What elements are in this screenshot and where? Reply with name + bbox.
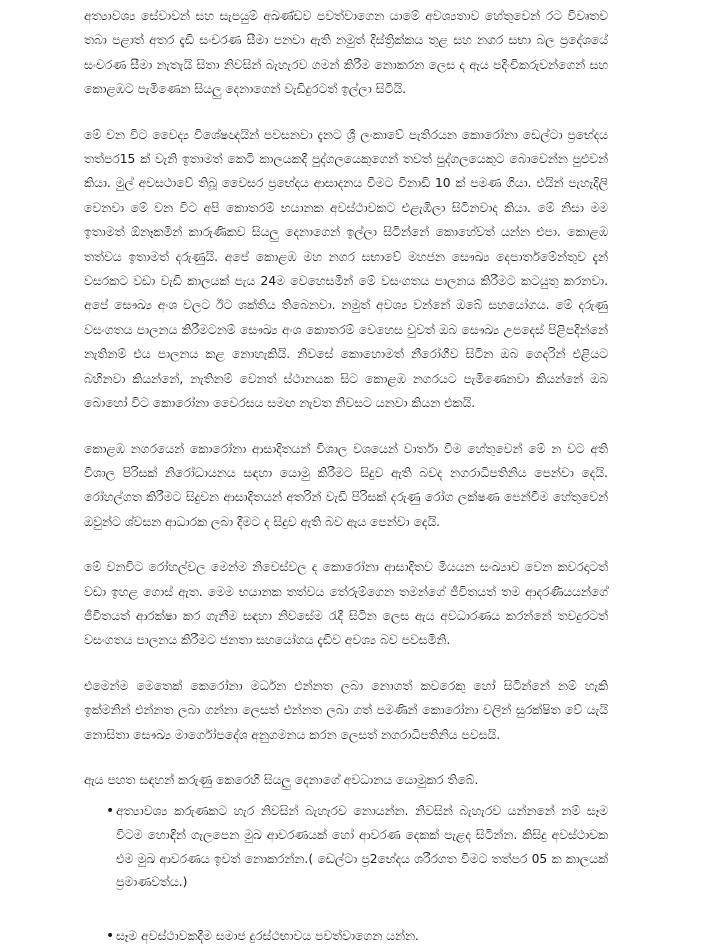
advice-list xyxy=(84,800,608,948)
paragraph: මේ වනවිට රෝහල්වල මෙන්ම නිවෙස්වල ද කොරෝනා ආසාදිතව මියයන සංඛ්‍යාව වෙන කවරදාටත් වඩා ඉහළ ගොස් ඇත. මෙම භයානක තත්වය තේරුම්ගෙන තමන්ගේ ජීවිතයත් තම ආදරණීයයන්ගේ ජීවිතයත් ආරක්ෂා කර ගැනීම සඳහා නිවසේම රැදී සිටින ලෙස ඇය අවධාරණය කරන්නේ තවදුරටත් වසංගතය පාලනය කිරීමට ජනතා සහයෝගය දැඩිව අවශ්‍ය බව පවසමිනි. xyxy=(84,560,608,648)
paragraph: මේ වන විට වෛද්‍ය විශේෂඥයින් පවසනවා දැනට ශ්‍රී ලංකාවේ පැතිරයන කොරෝනා ඩෙල්ටා ප්‍රභේදය තත්පර15 ක් වැනි ඉතාමත් කෙටි කාලයකදී පුද්ගලයෙකුගෙන් තවත් පුද්ගලයෙකුට බොවෙන්න පුළුවන් කියා. මුල් අවසථාවේ තිබූ වෛසර ප්‍රභේදය ආසාදනය වීමට විනාඩි 10 ක් පමණ ගියා. එයින් පැහැදිලි වෙනවා මේ වන විට අපි කොතරම් භයානක අවස්ථාවකට එළැඹිලා සිටිනවාද කියා. මේ නිසා මම ඉතාමත් ඕනෑකමින් කාරුණිකව සියලු දෙනාගෙන් ඉල්ලා සිටින්නේ කොහේවත් යන්න එපා. කොළඹ තත්වය ඉතාමත් දරුණුයි. අපේ කොළඹ මහ නගර සභාවේ මහජන සෞඛ්‍ය දෙපාර්තමේන්තුව දැන් වසරකට වඩා වැඩි කාලයක් පැය 24ම වෙහෙසමින් මේ වසංගතය පාලනය කිරීමට කටයුතු කරනවා. අපේ සෞඛ්‍ය අංශ වලට ඊට ශක්තිය තිබෙනවා. නමුත් අවශ්‍ය වන්නේ ඔබේ සහයෝගය. මේ දරුණු වසංගතය පාලනය කිරීමටනම් සෞඛ්‍ය අංශ කොතරම් වෙහෙස වුවත් ඔබ සෞඛ්‍ය උපදෙස් පිළිපදින්නේ නැතිනම් එය පාලනය කළ නොහැකියි. නිවසේ කොහොමත් නීරෝගීව සිටින ඔබ ගෙදරින් එළියට බහිනවා කියන්නේ, නැතිනම් වෙනත් ස්ථානයක සිට කොළඹ නගරයට පැමිණෙනවා කියන්නේ ඔබ බොහෝ විට කොරෝනා වෛරසය සමඟ නැවත නිවසට යනවා කියන එකයි. xyxy=(84,127,608,411)
paragraph: කොළඹ නගරයෙන් කොරෝනා ආසාදිතයන් විශාල වශයෙන් වාර්තා වීම හේතුවෙන් මේ න වට අති විශාල පිරිසක් නිරෝධායනය සඳහා යොමු කිරීමට සිදුව ඇති බවද නගරාධිපතිනිය පෙන්වා දෙයි. රෝහල්ගත කිරීමට සිදුවන ආසාදිතයන් අතරින් වැඩි පිරිසක් දරුණු රෝග ලක්ෂණ පෙන්වීම හේතුවෙන් ඔවුන්ට ශ්වසන ආධාරක ලබා දීමට ද සිදුව ඇති බව ඇය පෙන්වා දෙයි. xyxy=(84,441,608,529)
paragraph: අත්‍යාවශ්‍ය සේවාවන් සහ සැපයුම් අඛණ්ඩව පවත්වාගෙන යාමේ අවශ්‍යතාව හේතුවෙන් රට විවෘතව තබා පළාත් අතර දැඩි සංචරණ සීමා පනවා ඇති නමුත් දිස්ත්‍රික්කය තුළ සහ නගර සභා බල ප්‍රදේශයේ සංචරණ සීමා නැතැයි සිතා නිවසින් බැහැරව ගමන් කිරීම නොකරන ලෙස ද ඇය පදිංචිකරුවන්ගෙන් සහ කොළඹට පැමිණෙන සියලු දෙනාගෙන් වැඩිදුරටත් ඉල්ලා සිටියි. xyxy=(84,9,608,97)
list-item-text: සෑම අවස්ථාවකදීම සමාජ දුරස්ථභාවය පවත්වාගෙන යන්න. xyxy=(116,928,419,943)
list-item-text: අත්‍යාවශ්‍ය කරුණකට හැර නිවසින් බැහැරව නොයන්න. නිවසින් බැහැරව යන්නනේ නම් සෑම විටම හොඳින් ගැලපෙන මුඛ ආවරණයක් හෝ ආවරණ දෙකක් පැළද සිටින්න. කිසිදු අවස්ථාවක එම මුඛ ආවරණය ඉවත් නොකරන්න.( ඩෙල්ටා ප්‍ර2භේදය ශරීරගත වීමට තත්පර 05 ක කාලයක් ප්‍රමාණවත්ය.) xyxy=(116,804,608,890)
paragraph-intro-list: ඇය පහත සඳහන් කරුණු කෙරෙහි සියලු දෙනාගේ අවධානය යොමුකර තිබේ. xyxy=(84,772,479,787)
paragraph: එමෙන්ම මෙතෙක් කෙරෝනා මර්ධන එන්නත ලබා නොගත් කවරෙකු හෝ සිටින්නේ නම් හැකි ඉක්මනින් එන්නත ලබා ගන්නා ලෙසත් එන්නත ලබා ගත් පමණින් කොරෝනා වලින් සුරක්ෂිත වේ යැයි නොසිතා සෞඛ්‍ය මාර්ගෝපදේශ අනුගමනය කරන ලෙසත් නගරාධිපතිනිය පවසයි. xyxy=(84,678,608,742)
list-item xyxy=(84,925,608,948)
list-item xyxy=(84,800,608,894)
bullet-icon: • xyxy=(106,803,115,820)
bullet-icon: • xyxy=(106,927,115,944)
